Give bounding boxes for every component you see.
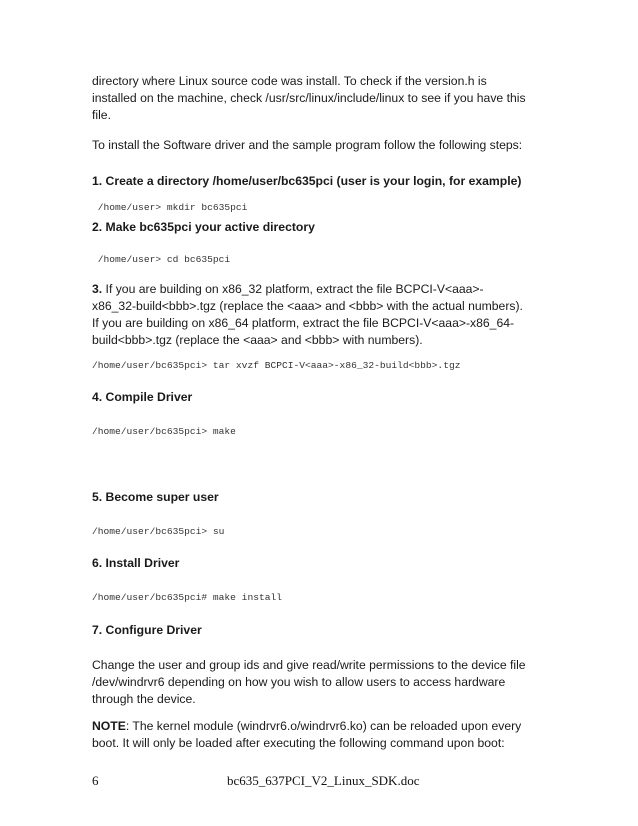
step-7-heading: 7. Configure Driver (92, 623, 202, 637)
step-7-line-2: /dev/windrvr6 depending on how you wish to allow users to access hardware (92, 675, 506, 689)
note-label: NOTE (92, 719, 126, 733)
footer-filename: bc635_637PCI_V2_Linux_SDK.doc (227, 773, 420, 788)
step-1-heading: 1. Create a directory /home/user/bc635pci (user is your login, for example) (92, 174, 522, 188)
intro-line-2: installed on the machine, check /usr/src/linux/include/linux to see if you have this (92, 91, 526, 105)
step-7-line-1: Change the user and group ids and give read/write permissions to the device file (92, 658, 526, 672)
step-3-line-1: If you are building on x86_32 platform, extract the file BCPCI-V<aaa>- (102, 282, 484, 296)
step-5-command: /home/user/bc635pci> su (92, 526, 225, 537)
step-5-heading: 5. Become super user (92, 490, 219, 504)
install-intro-paragraph: To install the Software driver and the sample program follow the following steps: (92, 138, 523, 152)
step-1-command: /home/user> mkdir bc635pci (92, 202, 248, 213)
step-3-line-4: build<bbb>.tgz (replace the <aaa> and <bbb> with numbers). (92, 333, 423, 347)
step-3-command: /home/user/bc635pci> tar xvzf BCPCI-V<aaa>-x86_32-build<bbb>.tgz (92, 360, 461, 371)
step-3-number: 3. (92, 282, 103, 296)
step-4-command: /home/user/bc635pci> make (92, 426, 236, 437)
step-7-paragraph (92, 657, 562, 708)
step-2-heading: 2. Make bc635pci your active directory (92, 220, 315, 234)
note-paragraph (92, 718, 562, 752)
footer-page-number: 6 (92, 773, 99, 788)
note-line-2: boot. It will only be loaded after executing the following command upon boot: (92, 736, 505, 750)
step-7-line-3: through the device. (92, 692, 196, 706)
note-line-1: : The kernel module (windrvr6.o/windrvr6.ko) can be reloaded upon every (125, 719, 522, 733)
step-3-line-2: x86_32-build<bbb>.tgz (replace the <aaa> and <bbb> with the actual numbers). (92, 299, 523, 313)
intro-line-1: directory where Linux source code was install. To check if the version.h is (92, 74, 487, 88)
step-3-line-3: If you are building on x86_64 platform, extract the file BCPCI-V<aaa>-x86_64- (92, 316, 515, 330)
intro-paragraph (92, 73, 562, 124)
step-6-heading: 6. Install Driver (92, 556, 180, 570)
step-3-paragraph (92, 281, 562, 349)
intro-line-3: file. (92, 108, 111, 122)
step-2-command: /home/user> cd bc635pci (92, 254, 231, 265)
step-4-heading: 4. Compile Driver (92, 390, 193, 404)
step-6-command: /home/user/bc635pci# make install (92, 592, 282, 603)
